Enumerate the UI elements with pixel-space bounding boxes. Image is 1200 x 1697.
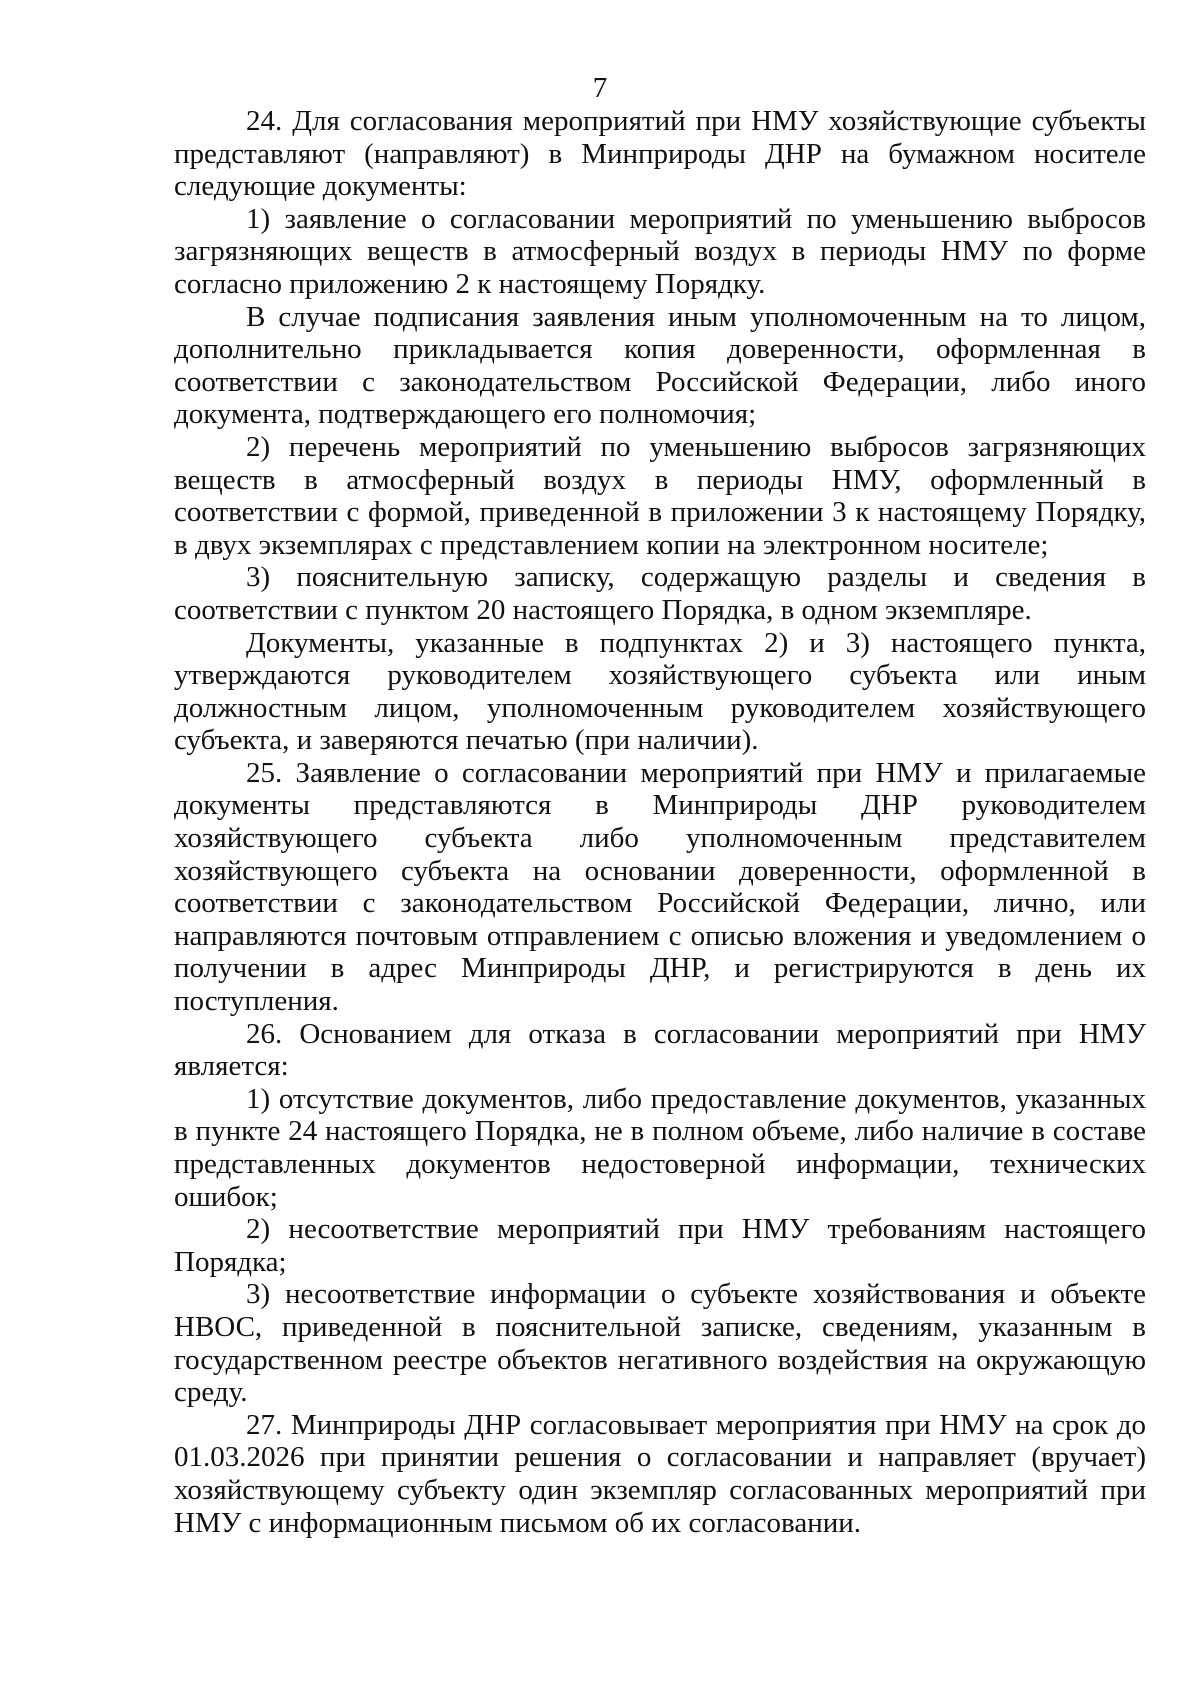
paragraph-item-26-2: 2) несоответствие мероприятий при НМУ требованиям настоящего Порядка; xyxy=(174,1213,1146,1278)
paragraph-item-24-2: 2) перечень мероприятий по уменьшению выбросов загрязняющих веществ в атмосферный воздух в периоды НМУ, оформленный в соответствии с формой, приведенной в приложении 3 к настоящему Порядку, в двух экземплярах с представлением копии на электронном носителе; xyxy=(174,430,1146,561)
paragraph-item-26-1: 1) отсутствие документов, либо предоставление документов, указанных в пункте 24 настоящего Порядка, не в полном объеме, либо наличие в составе представленных документов недостоверной информации, технических ошибок; xyxy=(174,1082,1146,1213)
page-number: 7 xyxy=(592,72,608,104)
paragraph-item-24-3: 3) пояснительную записку, содержащую разделы и сведения в соответствии с пунктом 20 настоящего Порядка, в одном экземпляре. xyxy=(174,561,1146,626)
paragraph-item-24: 24. Для согласования мероприятий при НМУ хозяйствующие субъекты представляют (направляют) в Минприроды ДНР на бумажном носителе следующие документы: xyxy=(174,105,1146,203)
paragraph-item-26: 26. Основанием для отказа в согласовании мероприятий при НМУ является: xyxy=(174,1017,1146,1083)
paragraph-item-26-3: 3) несоответствие информации о субъекте хозяйствования и объекте НВОС, приведенной в пояснительной записке, сведениям, указанным в государственном реестре объектов негативного воздействия на окружающую среду. xyxy=(174,1278,1146,1409)
paragraph-item-25: 25. Заявление о согласовании мероприятий при НМУ и прилагаемые документы представляются в Минприроды ДНР руководителем хозяйствующего субъекта либо уполномоченным представителем хозяйствующего субъекта на основании доверенности, оформленной в соответствии с законодательством Российской Федерации, лично, или направляются почтовым отправлением с описью вложения и уведомлением о получении в адрес Минприроды ДНР, и регистрируются в день их поступления. xyxy=(174,756,1146,1018)
paragraph-item-27: 27. Минприроды ДНР согласовывает мероприятия при НМУ на срок до 01.03.2026 при принятии решения о согласовании и направляет (вручает) хозяйствующему субъекту один экземпляр согласованных мероприятий при НМУ с информационным письмом об их согласовании. xyxy=(174,1408,1146,1539)
paragraph-item-24-1: 1) заявление о согласовании мероприятий по уменьшению выбросов загрязняющих веществ в атмосферный воздух в периоды НМУ по форме согласно приложению 2 к настоящему Порядку. xyxy=(174,202,1146,300)
paragraph-documents-approval: Документы, указанные в подпунктах 2) и 3) настоящего пункта, утверждаются руководителем хозяйствующего субъекта или иным должностным лицом, уполномоченным руководителем хозяйствующего субъекта, и заверяются печатью (при наличии). xyxy=(174,626,1146,757)
document-body xyxy=(174,105,1146,1539)
paragraph-proxy-signature: В случае подписания заявления иным уполномоченным на то лицом, дополнительно прикладывается копия доверенности, оформленная в соответствии с законодательством Российской Федерации, либо иного документа, подтверждающего его полномочия; xyxy=(174,300,1146,431)
